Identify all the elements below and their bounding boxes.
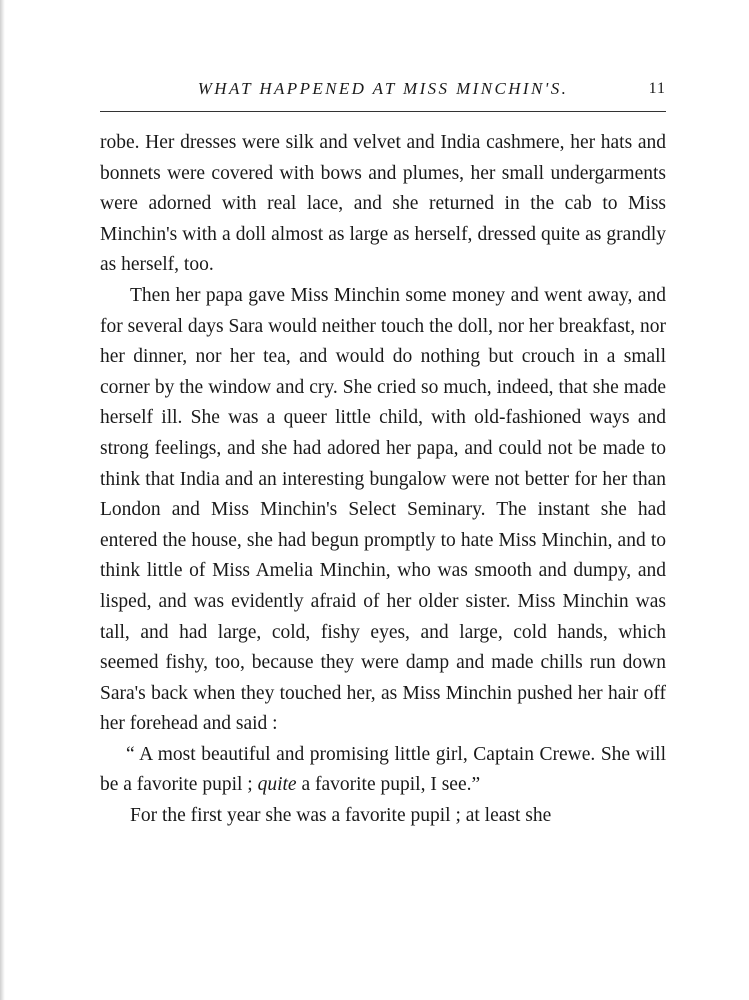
paragraph: For the first year she was a favorite pupil ; at least she	[130, 805, 552, 827]
dialogue-paragraph	[100, 740, 666, 801]
paragraph: Then her papa gave Miss Minchin some money and went away, and for several days Sara would neither touch the doll, nor her breakfast, nor her dinner, nor her tea, and would do nothing but crouch in a small corner by the window and cry. She cried so much, indeed, that she made herself ill. She was a queer little child, with old-fashioned ways and strong feelings, and she had adored her papa, and could not be made to think that India and an interesting bungalow were not better for her than London and Miss Minchin's Select Seminary. The instant she had entered the house, she had begun promptly to hate Miss Minchin, and to think little of Miss Amelia Minchin, who was smooth and dumpy, and lisped, and was evidently afraid of her older sister. Miss Minchin was tall, and had large, cold, fishy eyes, and large, cold hands, which seemed fishy, too, because they were damp and made chills run down Sara's back when they touched her, as Miss Minchin pushed her hair off her forehead and said :	[100, 284, 666, 735]
header-rule	[100, 111, 666, 112]
running-head	[100, 78, 666, 102]
dialogue-text: a favorite pupil, I see.”	[296, 774, 481, 796]
emphasized-word: quite	[257, 774, 297, 796]
page-edge	[0, 0, 5, 1000]
paragraph: robe. Her dresses were silk and velvet and India cashmere, her hats and bonnets were covered with bows and plumes, her small undergarments were adorned with real lace, and she returned in the cab to Miss Minchin's with a doll almost as large as herself, dressed quite as grandly as herself, too.	[100, 132, 666, 276]
page-number: 11	[648, 80, 666, 97]
running-title: WHAT HAPPENED AT MISS MINCHIN'S.	[197, 79, 569, 98]
body-text	[100, 128, 666, 832]
dialogue-text: “ A most beautiful and promising little girl, Captain Crewe. She will be a favorite pupil ;	[100, 743, 666, 796]
